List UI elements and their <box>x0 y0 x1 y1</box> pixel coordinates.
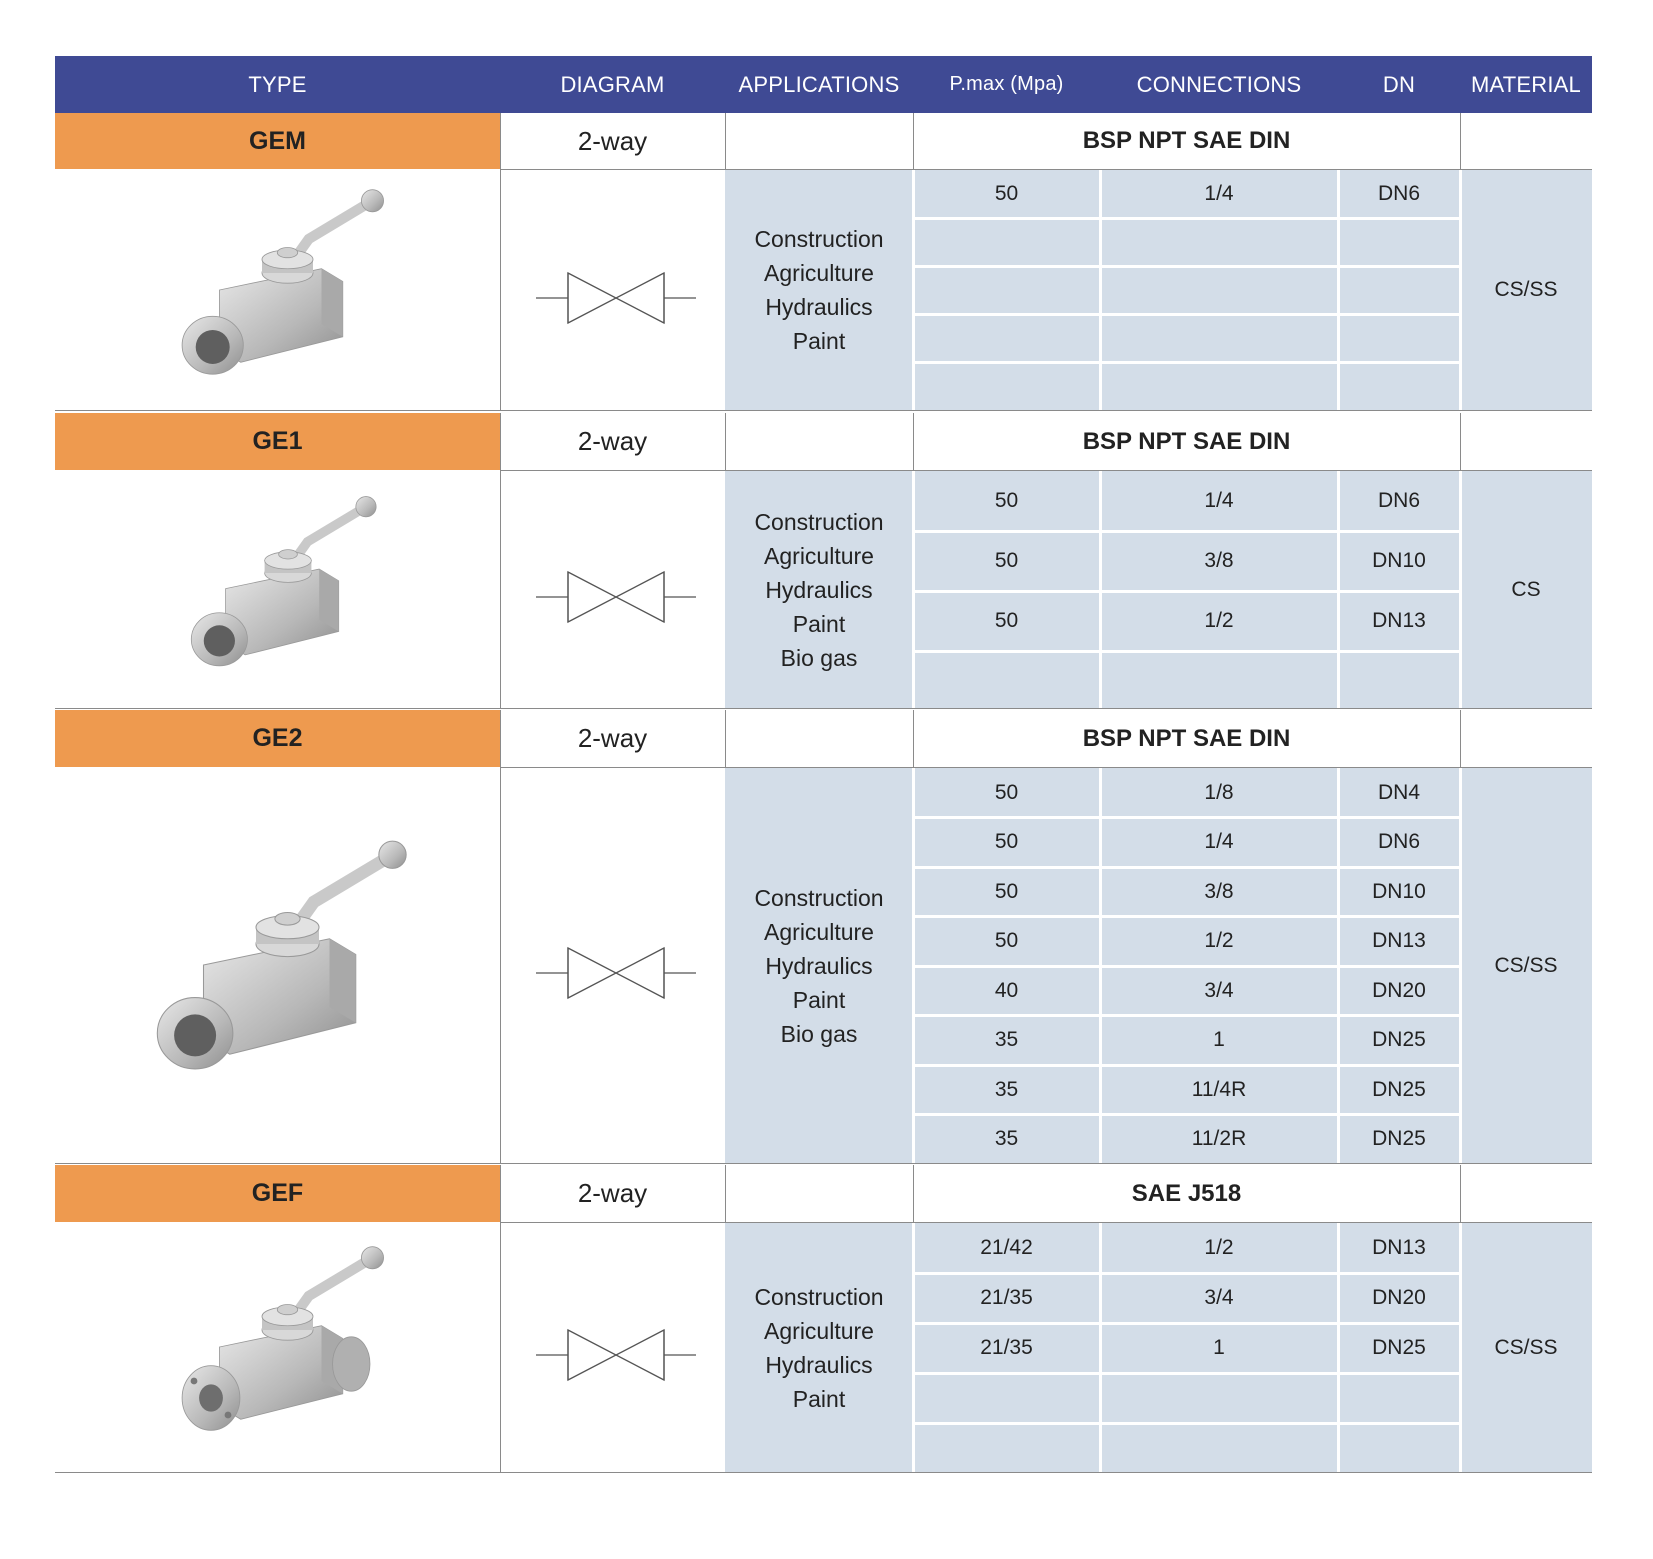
dn-cell: DN6 <box>1377 830 1420 854</box>
pmax-cell <box>913 1373 1100 1423</box>
section-gef-divider <box>913 1165 914 1222</box>
connection-cell <box>1100 362 1338 410</box>
dn-cell <box>1338 314 1460 362</box>
section-gem-divider <box>913 113 914 169</box>
application-item: Agriculture <box>764 542 874 569</box>
application-item: Bio gas <box>780 644 858 671</box>
header-dn: DN <box>1382 71 1416 97</box>
application-item: Construction <box>754 884 884 911</box>
section-gef-bottom-border <box>55 1472 1592 1473</box>
pmax-cell: 21/35 <box>980 1286 1033 1309</box>
application-item: Agriculture <box>764 1317 874 1344</box>
dn-cell <box>1338 1373 1460 1423</box>
connection-cell <box>1100 651 1338 711</box>
dn-cell <box>1338 362 1460 410</box>
connection-cell <box>1100 266 1338 314</box>
dn-cell: DN20 <box>1372 1286 1426 1309</box>
application-item: Paint <box>792 1385 846 1412</box>
application-item: Construction <box>754 508 884 535</box>
connection-cell: 1/2 <box>1204 609 1234 632</box>
section-gef-type-label: GEF <box>55 1165 500 1222</box>
section-ge2-divider <box>725 710 726 767</box>
application-item: Hydraulics <box>765 576 873 603</box>
dn-cell <box>1338 1423 1460 1473</box>
application-item: Hydraulics <box>765 294 873 320</box>
section-gef-divider <box>1460 1165 1461 1222</box>
pmax-cell: 35 <box>994 1127 1019 1151</box>
valve-symbol-icon <box>536 268 696 328</box>
pmax-cell: 50 <box>994 929 1019 953</box>
dn-cell: DN25 <box>1372 1077 1426 1101</box>
section-ge1-bottom-border <box>55 708 1592 709</box>
section-ge2-divider <box>913 710 914 767</box>
section-gem-divider <box>500 113 501 410</box>
section-ge1-divider <box>913 413 914 470</box>
section-gef-diagram-way: 2-way <box>577 1178 648 1208</box>
connection-cell: 1 <box>1213 1336 1225 1359</box>
section-gem-divider <box>725 113 726 169</box>
section-ge1-type-label: GE1 <box>55 413 500 470</box>
dn-cell: DN10 <box>1372 879 1426 903</box>
header-type: TYPE <box>248 71 307 97</box>
pmax-cell <box>913 314 1100 362</box>
connection-cell: 3/8 <box>1204 549 1234 572</box>
pmax-cell <box>913 266 1100 314</box>
section-gem-material: CS/SS <box>1494 278 1558 301</box>
dn-cell: DN13 <box>1372 1236 1426 1259</box>
section-gem-divider <box>1460 113 1461 169</box>
section-gem-type-label: GEM <box>55 113 500 169</box>
section-ge1-applications <box>725 471 913 708</box>
connection-cell: 1/8 <box>1204 780 1234 804</box>
application-item: Hydraulics <box>765 1351 873 1378</box>
section-gem-connections-title: BSP NPT SAE DIN <box>1082 127 1291 154</box>
header-applications: APPLICATIONS <box>738 71 900 97</box>
dn-cell: DN25 <box>1372 1336 1426 1359</box>
dn-cell <box>1338 651 1460 711</box>
header-connections: CONNECTIONS <box>1136 71 1302 97</box>
connection-cell: 11/2R <box>1191 1127 1247 1151</box>
application-item: Agriculture <box>764 260 874 286</box>
flanged-ball-valve-photo <box>160 1245 415 1449</box>
connection-cell: 11/4R <box>1191 1077 1247 1101</box>
dn-cell: DN13 <box>1372 929 1426 953</box>
dn-cell: DN6 <box>1377 182 1420 205</box>
application-item: Construction <box>754 226 884 252</box>
connection-cell <box>1100 1373 1338 1423</box>
pmax-cell <box>913 218 1100 266</box>
pmax-cell: 50 <box>994 489 1019 512</box>
connection-cell <box>1100 218 1338 266</box>
section-gef-divider <box>500 1165 501 1472</box>
section-gef-applications <box>725 1223 913 1472</box>
dn-cell <box>1338 266 1460 314</box>
section-ge2-applications <box>725 768 913 1163</box>
application-item: Bio gas <box>780 1020 858 1047</box>
section-ge1-divider <box>1460 413 1461 470</box>
application-item: Construction <box>754 1283 884 1310</box>
pmax-cell: 50 <box>994 830 1019 854</box>
header-pmax: P.max (Mpa) <box>949 73 1064 95</box>
section-ge1-diagram-way: 2-way <box>577 426 648 456</box>
pmax-cell: 50 <box>994 549 1019 572</box>
section-gem-bottom-border <box>55 410 1592 411</box>
valve-symbol-icon <box>536 567 696 627</box>
section-ge2-divider <box>1460 710 1461 767</box>
dn-cell: DN4 <box>1377 780 1420 804</box>
ball-valve-photo <box>160 188 415 392</box>
pmax-cell: 50 <box>994 182 1019 205</box>
section-gef-connections-title: SAE J518 <box>1131 1179 1242 1207</box>
application-item: Paint <box>792 610 846 637</box>
dn-cell: DN20 <box>1372 978 1426 1002</box>
section-ge2-type-label: GE2 <box>55 710 500 767</box>
pmax-cell: 21/35 <box>980 1336 1033 1359</box>
pmax-cell: 50 <box>994 609 1019 632</box>
section-ge1-material: CS <box>1511 577 1541 601</box>
pmax-cell <box>913 1423 1100 1473</box>
ball-valve-photo <box>130 839 445 1091</box>
pmax-cell: 21/42 <box>980 1236 1033 1259</box>
connection-cell: 1/4 <box>1204 489 1234 512</box>
connection-cell: 1/2 <box>1204 929 1234 953</box>
dn-cell: DN25 <box>1372 1127 1426 1151</box>
section-ge1-connections-title: BSP NPT SAE DIN <box>1082 427 1291 455</box>
pmax-cell: 35 <box>994 1077 1019 1101</box>
application-item: Agriculture <box>764 918 874 945</box>
valve-symbol-icon <box>536 943 696 1003</box>
dn-cell: DN13 <box>1372 609 1426 632</box>
header-diagram: DIAGRAM <box>560 71 665 97</box>
connection-cell <box>1100 1423 1338 1473</box>
valve-symbol-icon <box>536 1325 696 1385</box>
section-ge2-connections-title: BSP NPT SAE DIN <box>1082 724 1291 752</box>
section-ge1-divider <box>500 413 501 708</box>
section-ge1-divider <box>725 413 726 470</box>
dn-cell: DN25 <box>1372 1028 1426 1052</box>
connection-cell: 1/4 <box>1204 182 1234 205</box>
section-gem-applications <box>725 170 913 410</box>
section-ge2-divider <box>500 710 501 1163</box>
pmax-cell: 50 <box>994 879 1019 903</box>
pmax-cell: 40 <box>994 978 1019 1002</box>
section-ge2-material: CS/SS <box>1494 953 1558 977</box>
connection-cell: 1 <box>1213 1028 1225 1052</box>
connection-cell: 3/4 <box>1204 978 1234 1002</box>
section-ge2-bottom-border <box>55 1163 1592 1164</box>
connection-cell: 3/4 <box>1204 1286 1234 1309</box>
pmax-cell <box>913 651 1100 711</box>
application-item: Paint <box>792 986 846 1013</box>
pmax-cell: 50 <box>994 780 1019 804</box>
section-gef-divider <box>725 1165 726 1222</box>
ball-valve-photo <box>171 495 405 682</box>
dn-cell: DN10 <box>1372 549 1426 572</box>
connection-cell: 1/2 <box>1204 1236 1234 1259</box>
application-item: Hydraulics <box>765 952 873 979</box>
dn-cell: DN6 <box>1377 489 1420 512</box>
connection-cell: 1/4 <box>1204 830 1234 854</box>
section-gef-material: CS/SS <box>1494 1335 1558 1359</box>
connection-cell: 3/8 <box>1204 879 1234 903</box>
header-material: MATERIAL <box>1471 71 1581 97</box>
pmax-cell: 35 <box>994 1028 1019 1052</box>
pmax-cell <box>913 362 1100 410</box>
section-ge2-diagram-way: 2-way <box>577 723 648 753</box>
section-gem-diagram-way: 2-way <box>577 125 648 156</box>
dn-cell <box>1338 218 1460 266</box>
application-item: Paint <box>792 328 846 354</box>
connection-cell <box>1100 314 1338 362</box>
